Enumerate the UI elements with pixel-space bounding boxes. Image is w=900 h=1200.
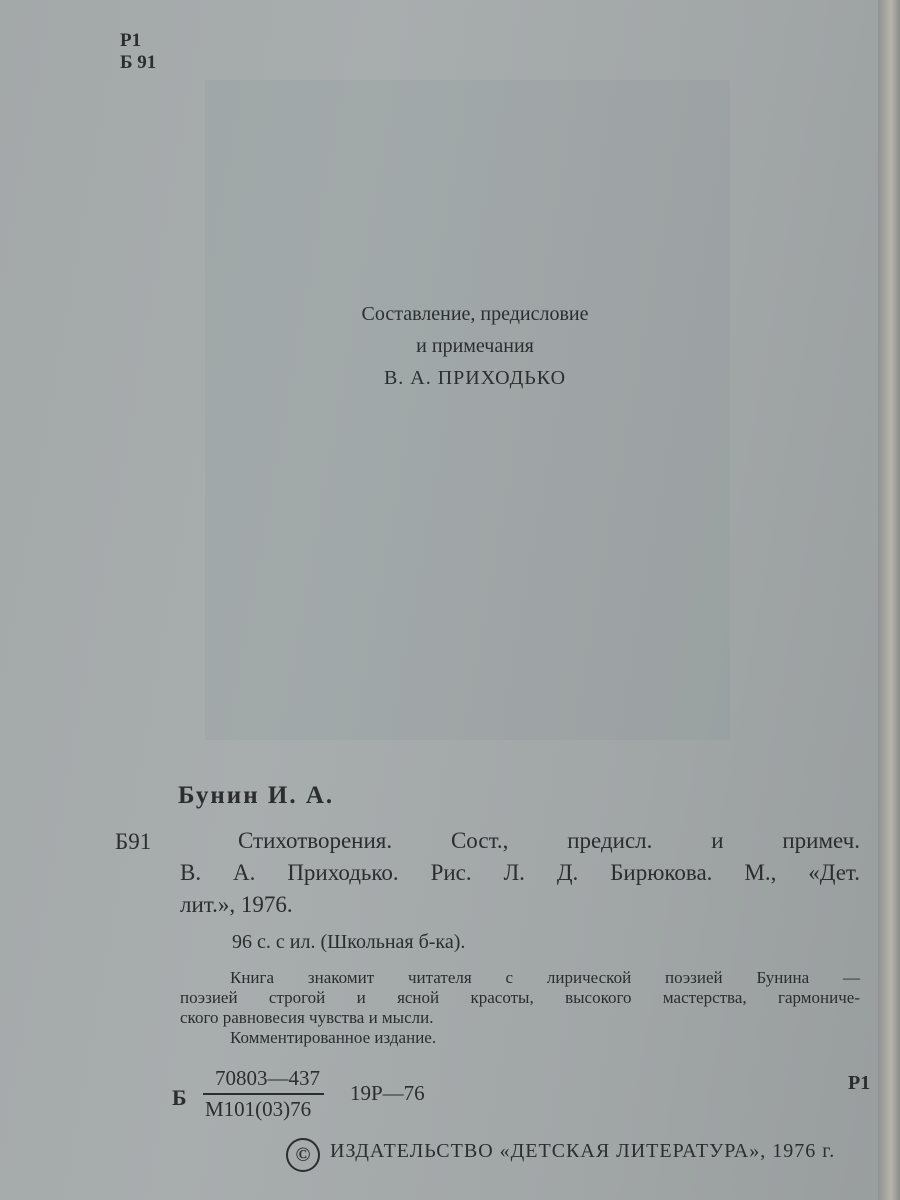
description-line: Стихотворения. Сост., предисл. и примеч. <box>238 828 860 853</box>
publisher-line: ИЗДАТЕЛЬСТВО «ДЕТСКАЯ ЛИТЕРАТУРА», 1976 г. <box>330 1140 836 1162</box>
credits-line-1: Составление, предисловие <box>361 303 589 325</box>
index-suffix: 19Р—76 <box>350 1081 425 1105</box>
bbk-line-1: Р1 <box>120 30 142 51</box>
index-denominator: М101(03)76 <box>205 1097 312 1121</box>
bbk-line-2: Б 91 <box>120 52 157 73</box>
credits-line-2: и примечания <box>416 335 534 357</box>
catalog-author: Бунин И. А. <box>178 782 335 809</box>
catalog-annotation <box>180 968 860 1048</box>
index-class: Р1 <box>848 1072 871 1094</box>
copyright-icon: © <box>286 1138 320 1172</box>
annotation-line: Книга знакомит читателя с лирической поэзией Бунина — <box>230 968 860 987</box>
catalog-pages: 96 с. с ил. (Школьная б-ка). <box>232 931 466 953</box>
show-through-shadow <box>205 80 730 740</box>
bbk-code <box>120 30 156 74</box>
description-line: В. А. Приходько. Рис. Л. Д. Бирюкова. М., «Дет. <box>180 860 860 885</box>
catalog-description <box>180 825 860 921</box>
annotation-line: поэзией строгой и ясной красоты, высокого мастерства, гармониче- <box>180 988 860 1007</box>
page-edge <box>878 0 900 1200</box>
index-numerator: 70803—437 <box>203 1066 324 1095</box>
description-line: лит.», 1976. <box>180 892 293 917</box>
catalog-code: Б91 <box>115 829 152 854</box>
credits-name: В. А. ПРИХОДЬКО <box>383 367 567 389</box>
index-letter: Б <box>172 1085 187 1110</box>
index-fraction <box>203 1066 324 1122</box>
annotation-line: ского равновесия чувства и мысли. <box>180 1008 434 1027</box>
credits-block <box>300 298 650 394</box>
annotation-line: Комментированное издание. <box>230 1028 437 1047</box>
